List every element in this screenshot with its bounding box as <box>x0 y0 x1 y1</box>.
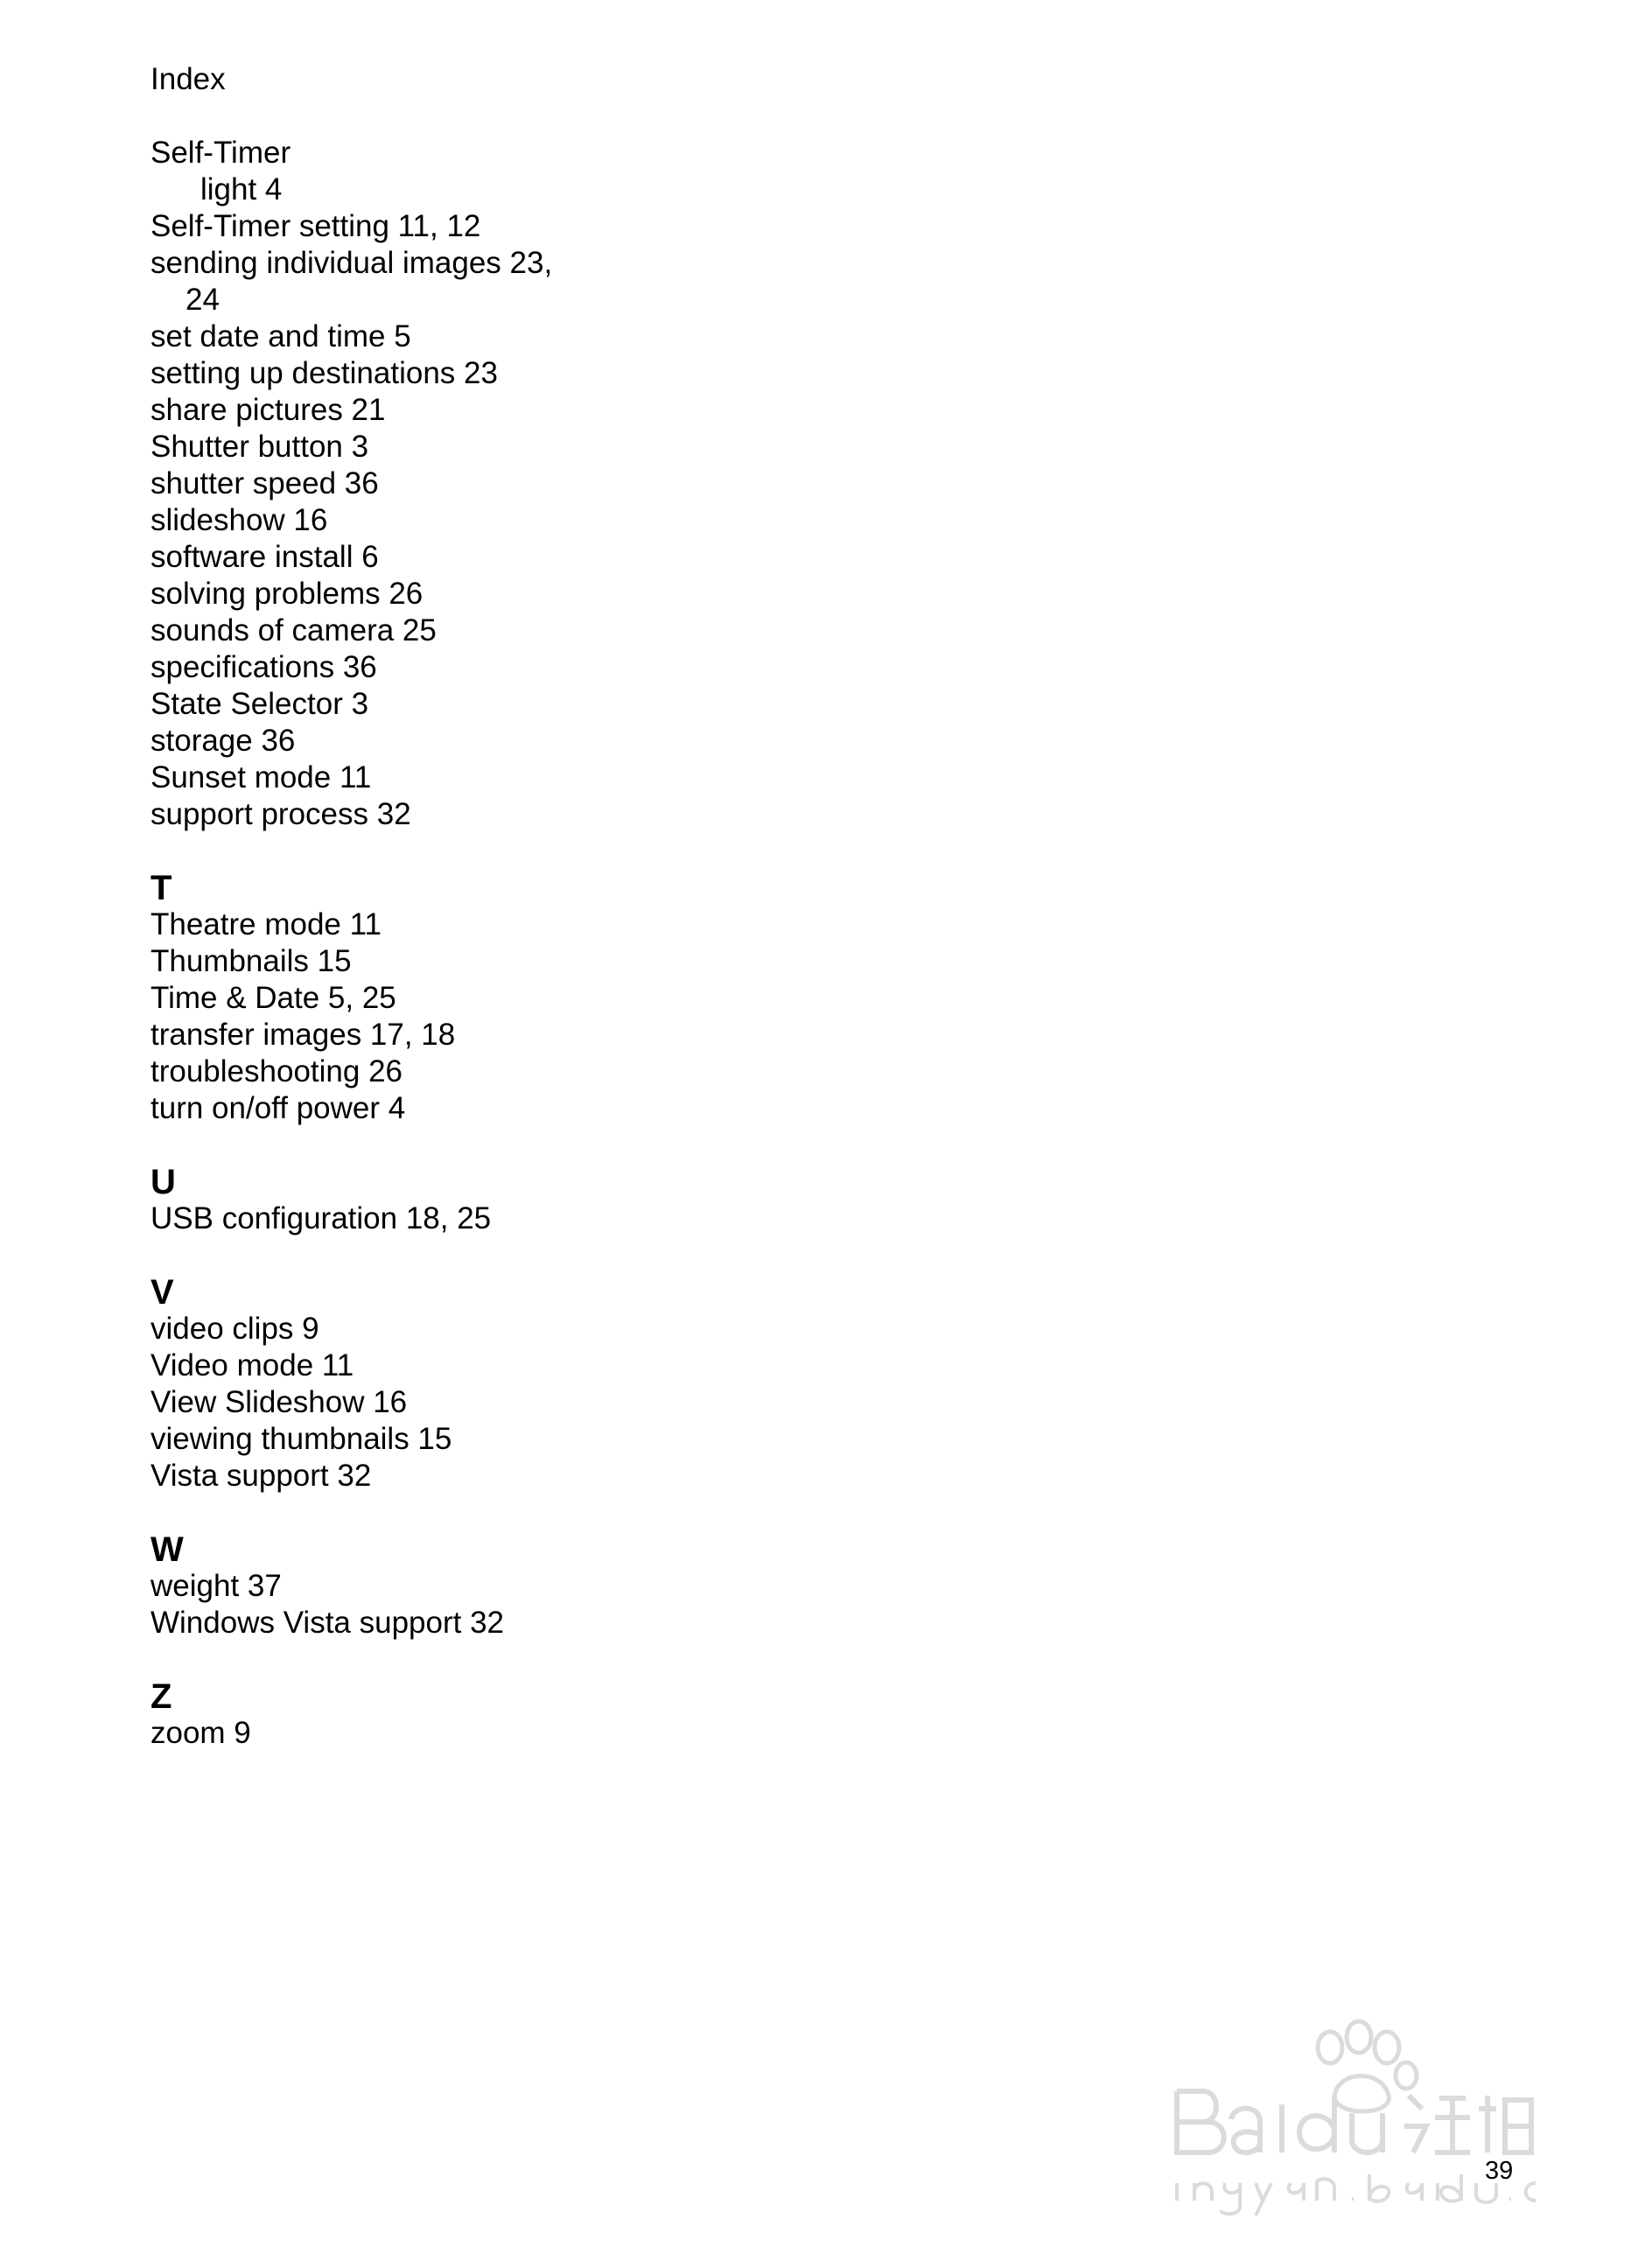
index-entry <box>150 1090 763 1127</box>
running-head: Index <box>150 62 226 96</box>
index-entry <box>150 1348 763 1384</box>
index-entry-text: software install 6 <box>150 540 379 574</box>
index-entry <box>150 1715 763 1752</box>
index-entry-text: solving problems 26 <box>150 577 424 611</box>
index-entry-text: sounds of camera 25 <box>150 613 437 648</box>
index-entry-text: Time & Date 5, 25 <box>150 981 396 1015</box>
index-entry-text: View Slideshow 16 <box>150 1385 408 1419</box>
index-entry <box>150 576 763 612</box>
index-entry <box>150 1200 763 1237</box>
section-letter-heading: V <box>150 1273 174 1312</box>
index-entry-text: Video mode 11 <box>150 1348 354 1382</box>
index-entry <box>150 906 763 943</box>
index-entry-text: troubleshooting 26 <box>150 1054 402 1088</box>
index-entry-text: USB configuration 18, 25 <box>150 1201 492 1236</box>
baidu-watermark-logo <box>1159 2012 1544 2222</box>
section-letter-heading: U <box>150 1163 176 1201</box>
index-entry-text: set date and time 5 <box>150 319 411 354</box>
section-letter-heading: T <box>150 869 172 907</box>
index-entry-text: Theatre mode 11 <box>150 907 382 942</box>
index-entry <box>150 466 763 502</box>
index-entry <box>150 392 763 429</box>
index-entry <box>150 1421 763 1458</box>
index-entry <box>150 355 763 392</box>
index-entry <box>150 723 763 760</box>
index-entry-text: Windows Vista support 32 <box>150 1606 505 1640</box>
index-entry-text: specifications 36 <box>150 650 377 684</box>
index-section <box>150 870 763 1127</box>
index-sub-entry <box>200 172 763 208</box>
index-entry-text: sending individual images 23, <box>150 246 553 280</box>
index-entry-text: storage 36 <box>150 724 296 758</box>
index-entry-text: zoom 9 <box>150 1716 251 1750</box>
index-entry <box>150 429 763 466</box>
index-entry <box>150 686 763 723</box>
section-letter-heading: Z <box>150 1677 172 1716</box>
index-entry-text: share pictures 21 <box>150 393 386 427</box>
index-entry-text: transfer images 17, 18 <box>150 1018 456 1052</box>
index-section <box>150 1678 763 1752</box>
index-entry <box>150 135 763 172</box>
index-entry <box>150 539 763 576</box>
index-entry <box>150 796 763 833</box>
index-entry-text: Vista support 32 <box>150 1459 372 1493</box>
baidu-letterforms <box>1177 2091 1531 2152</box>
index-entry-text: viewing thumbnails 15 <box>150 1422 452 1456</box>
index-entry-text: Shutter button 3 <box>150 430 369 464</box>
section-letter-heading: W <box>150 1530 184 1569</box>
page-number: 39 <box>1485 2157 1514 2185</box>
index-entry-text: turn on/off power 4 <box>150 1091 406 1125</box>
index-entry <box>150 1017 763 1054</box>
index-entry <box>150 1458 763 1494</box>
index-entry-text: Sunset mode 11 <box>150 760 372 794</box>
index-entry <box>150 980 763 1017</box>
index-section <box>150 135 763 833</box>
index-entry <box>150 245 763 318</box>
url-letterforms <box>1177 2174 1536 2216</box>
index-entry <box>150 649 763 686</box>
index-entry-text: setting up destinations 23 <box>150 356 498 390</box>
index-entry-text: light 4 <box>200 172 283 206</box>
index-entry-text: Thumbnails 15 <box>150 944 352 978</box>
index-entry-continuation: 24 <box>186 283 220 317</box>
index-section <box>150 1274 763 1494</box>
index-entry <box>150 318 763 355</box>
index-entry <box>150 760 763 796</box>
index-entry-text: support process 32 <box>150 797 411 831</box>
index-entry <box>150 208 763 245</box>
index-entry <box>150 1568 763 1605</box>
index-entry <box>150 502 763 539</box>
index-entry-text: State Selector 3 <box>150 687 369 721</box>
index-entry <box>150 612 763 649</box>
index-entry-text: weight 37 <box>150 1569 282 1603</box>
index-entry <box>150 1054 763 1090</box>
index-section <box>150 1531 763 1642</box>
index-entry <box>150 943 763 980</box>
index-entry-text: Self-Timer <box>150 136 291 170</box>
index-entry <box>150 1605 763 1642</box>
index-entry-text: slideshow 16 <box>150 503 328 537</box>
index-section <box>150 1164 763 1237</box>
index-entry-text: Self-Timer setting 11, 12 <box>150 209 481 243</box>
index-entry <box>150 1384 763 1421</box>
index-body <box>150 135 763 1788</box>
index-entry <box>150 1311 763 1348</box>
index-entry-text: video clips 9 <box>150 1312 319 1346</box>
index-entry-text: shutter speed 36 <box>150 466 379 500</box>
